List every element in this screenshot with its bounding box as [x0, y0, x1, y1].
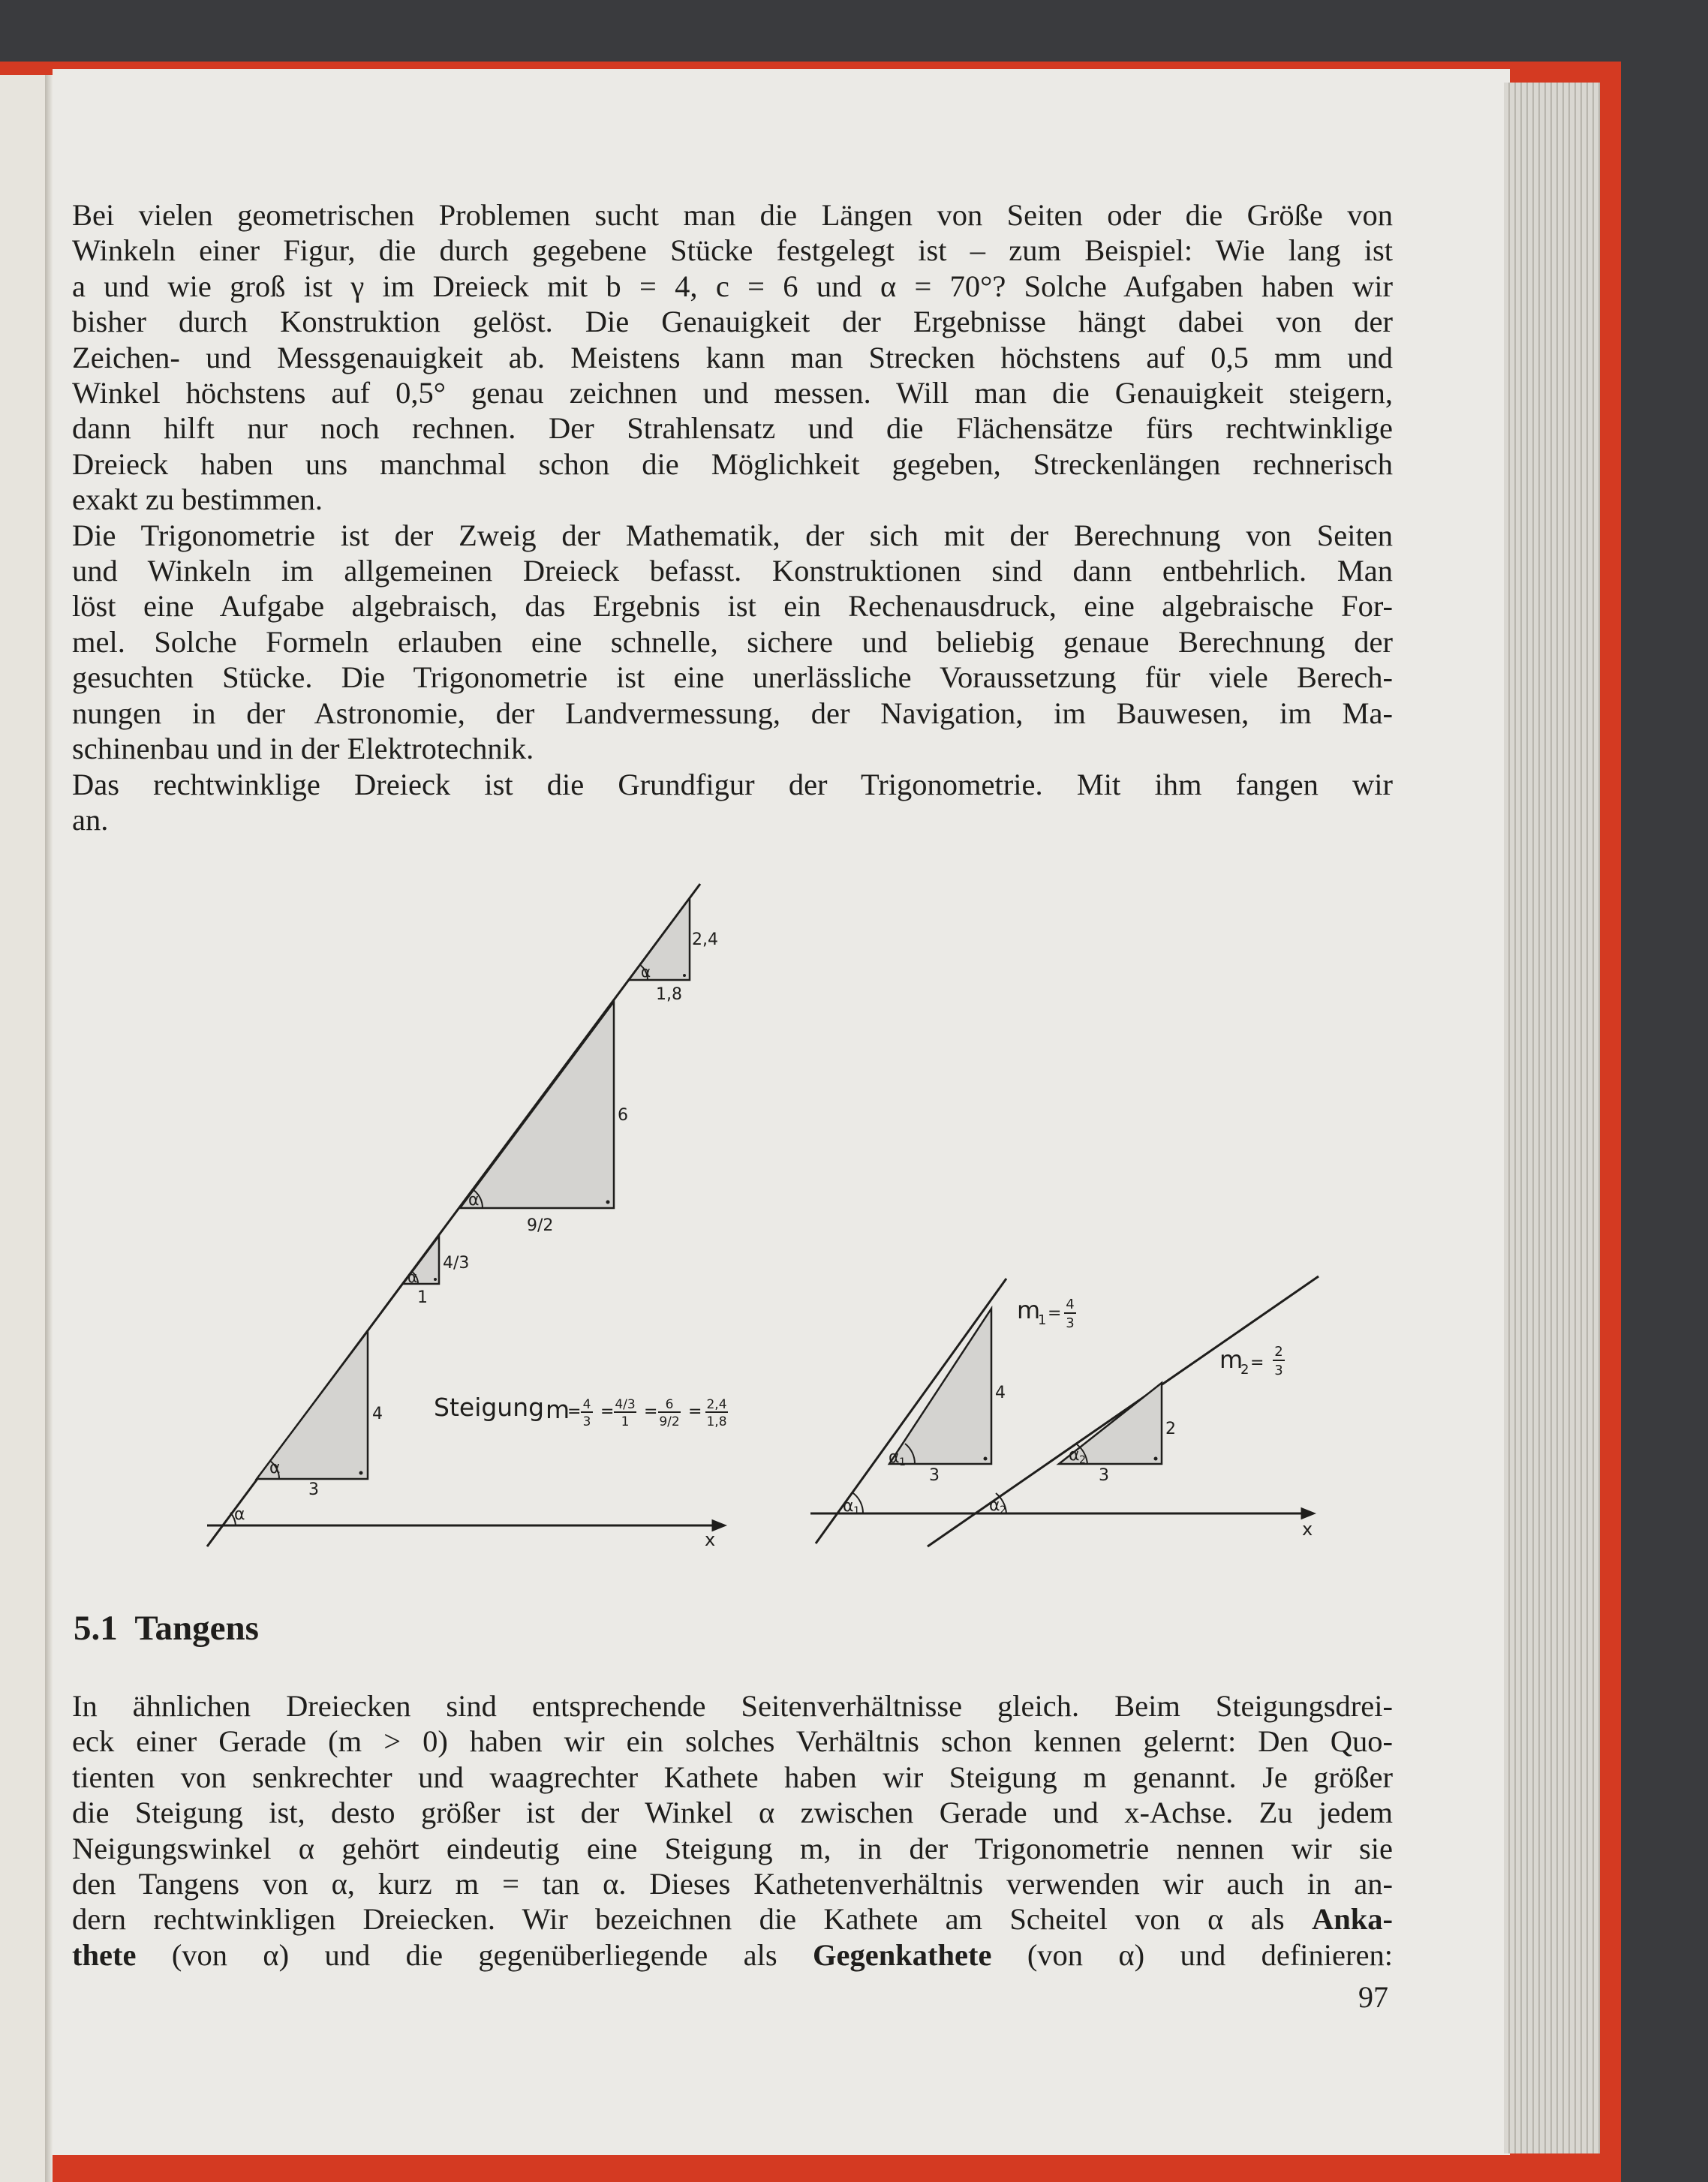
- tangens-line: [72, 1724, 1393, 1759]
- text-line: Die Trigonometrie ist der Zweig der Mathematik, der sich mit der Berechnung von Seiten: [72, 518, 1393, 552]
- run-c-label: 9/2: [527, 1216, 554, 1235]
- tri1-angle: α: [889, 1448, 900, 1467]
- text-line: mel. Solche Formeln erlauben eine schnelle, sichere und beliebig genaue Berechnung der: [72, 624, 1393, 659]
- text-line: nungen in der Astronomie, der Landvermessung, der Navigation, im Bauwesen, im Ma-: [72, 696, 1393, 730]
- tangens-line: [72, 1866, 1393, 1901]
- text-line: an.: [72, 802, 109, 837]
- section-title: Tangens: [134, 1609, 259, 1648]
- eq-sign: =: [1048, 1304, 1062, 1323]
- term-gegenkathete: Gegenkathete: [813, 1937, 992, 1972]
- frac-2-den: 1: [621, 1414, 630, 1429]
- eq-sign: =: [688, 1402, 702, 1421]
- tri2-run: 3: [1099, 1466, 1109, 1485]
- text-run: den Tangens von α, kurz m = tan α. Dieses Kathetenverhältnis verwenden wir auch in an-: [72, 1867, 1393, 1901]
- tangens-line: [72, 1760, 1393, 1795]
- frac-3-num: 6: [665, 1397, 674, 1412]
- frac-1-num: 4: [582, 1397, 591, 1412]
- m1-den: 3: [1066, 1315, 1075, 1331]
- base1-sub: 1: [853, 1505, 860, 1517]
- term-ankathete: Anka-: [1311, 1902, 1393, 1937]
- frac-3-den: 9/2: [659, 1414, 680, 1429]
- text-line: a und wie groß ist γ im Dreieck mit b = 4, c = 6 und α = 70°? Solche Aufgaben haben wir: [72, 269, 1393, 303]
- text-line: dann hilft nur noch rechnen. Der Strahlensatz und die Flächensätze fürs rechtwinklige: [72, 411, 1393, 446]
- rise-d-label: 2,4: [692, 930, 718, 949]
- text-line: Zeichen- und Messgenauigkeit ab. Meistens kann man Strecken höchstens auf 0,5 mm und: [72, 340, 1393, 374]
- frac-1-den: 3: [582, 1414, 591, 1429]
- run-a-label: 3: [308, 1480, 319, 1499]
- text-line: Das rechtwinklige Dreieck ist die Grundfigur der Trigonometrie. Mit ihm fangen wir: [72, 767, 1393, 801]
- angle-b-label: α: [407, 1268, 418, 1286]
- text-run: In ähnlichen Dreiecken sind entsprechende Seitenverhältnisse gleich. Beim Steigungsdrei-: [72, 1689, 1393, 1723]
- triangle-m1: [889, 1309, 991, 1464]
- text-line: exakt zu bestimmen.: [72, 482, 323, 517]
- text-run: dern rechtwinkligen Dreiecken. Wir bezeichnen die Kathete am Scheitel von α als: [72, 1902, 1312, 1937]
- text-line: Bei vielen geometrischen Problemen sucht man die Längen von Seiten oder die Größe von: [72, 198, 1393, 232]
- section-heading: [74, 1608, 259, 1649]
- rise-c-label: 6: [618, 1106, 628, 1125]
- base1-angle: α: [843, 1497, 854, 1516]
- text-line: schinenbau und in der Elektrotechnik.: [72, 732, 534, 766]
- rise-b-label: 4/3: [443, 1254, 470, 1273]
- tri1-run: 3: [929, 1466, 940, 1485]
- rise-a-label: 4: [372, 1405, 383, 1423]
- text-line: gesuchten Stücke. Die Trigonometrie ist eine unerlässliche Voraussetzung für viele Berech-: [72, 660, 1393, 695]
- tri2-angle-sub: 2: [1079, 1454, 1086, 1466]
- text-run: die Steigung ist, desto größer ist der Winkel α zwischen Gerade und x-Achse. Zu jedem: [72, 1796, 1393, 1830]
- tangens-line: [72, 1795, 1393, 1830]
- eq-sign: =: [644, 1402, 658, 1421]
- base2-angle: α: [989, 1496, 1000, 1515]
- formula-var: m: [546, 1395, 570, 1424]
- m1-label: m: [1017, 1296, 1041, 1324]
- right-axis-arrow: [1302, 1509, 1313, 1518]
- frac-4-den: 1,8: [706, 1414, 727, 1429]
- tri2-rise: 2: [1165, 1420, 1176, 1438]
- text-line: Dreieck haben uns manchmal schon die Möglichkeit gegeben, Streckenlängen rechnerisch: [72, 446, 1393, 481]
- base2-sub: 2: [1000, 1504, 1006, 1516]
- m2-num: 2: [1274, 1344, 1283, 1360]
- m1-num: 4: [1066, 1297, 1075, 1312]
- tangens-line: [72, 1901, 1393, 1937]
- frac-4-num: 2,4: [706, 1397, 727, 1412]
- text-run: tienten von senkrechter und waagrechter Kathete haben wir Steigung m genannt. Je größer: [72, 1760, 1393, 1794]
- frac-2-num: 4/3: [615, 1397, 636, 1412]
- tangens-line: [72, 1831, 1393, 1866]
- base-angle-label: α: [234, 1505, 245, 1524]
- run-d-label: 1,8: [656, 985, 682, 1004]
- m2-den: 3: [1274, 1363, 1283, 1378]
- section-number: 5.1: [74, 1609, 118, 1648]
- formula-label: Steigung: [434, 1393, 545, 1422]
- triangle-a: [257, 1331, 368, 1479]
- tangens-line: [72, 1688, 1393, 1724]
- m2-label: m: [1219, 1345, 1243, 1374]
- triangle-d: [629, 898, 690, 980]
- eq-sign: =: [1250, 1354, 1264, 1372]
- text-run: eck einer Gerade (m > 0) haben wir ein solches Verhältnis schon kennen gelernt: Den Quo-: [72, 1724, 1393, 1759]
- text-line: Winkel höchstens auf 0,5° genau zeichnen und messen. Will man die Genauigkeit steigern,: [72, 376, 1393, 410]
- text-run: Neigungswinkel α gehört eindeutig eine Steigung m, in der Trigonometrie nennen wir sie: [72, 1831, 1393, 1865]
- m2-sub: 2: [1240, 1362, 1249, 1378]
- tangens-paragraph: [72, 1688, 1393, 1973]
- angle-c-label: α: [468, 1191, 480, 1210]
- tri1-angle-sub: 1: [899, 1456, 906, 1468]
- right-axis-label: x: [1302, 1519, 1313, 1540]
- text-line: und Winkeln im allgemeinen Dreieck befasst. Konstruktionen sind dann entbehrlich. Man: [72, 554, 1393, 588]
- slope-formula: [434, 1393, 728, 1429]
- page-number: 97: [1358, 1980, 1388, 2014]
- run-b-label: 1: [417, 1288, 428, 1307]
- text-line: Winkeln einer Figur, die durch gegebene Stücke festgelegt ist – zum Beispiel: Wie lang ist: [72, 233, 1393, 268]
- angle-d-label: α: [641, 963, 651, 981]
- eq-sign: =: [600, 1402, 615, 1421]
- text-line: bisher durch Konstruktion gelöst. Die Genauigkeit der Ergebnisse hängt dabei von der: [72, 305, 1393, 339]
- tangens-line: [72, 1937, 1393, 1973]
- triangle-c: [460, 1002, 614, 1208]
- term-ankathete-cont: thete: [72, 1937, 137, 1972]
- tri1-rise: 4: [995, 1384, 1006, 1402]
- angle-a-label: α: [269, 1459, 281, 1477]
- text-run: (von α) und die gegenüberliegende als: [136, 1937, 813, 1972]
- m1-sub: 1: [1038, 1312, 1047, 1328]
- eq-sign: =: [567, 1402, 582, 1421]
- text-line: löst eine Aufgabe algebraisch, das Ergebnis ist ein Rechenausdruck, eine algebraische For-: [72, 589, 1393, 624]
- tri2-angle: α: [1069, 1446, 1080, 1465]
- left-axis-label: x: [705, 1529, 716, 1550]
- text-run: (von α) und definieren:: [991, 1937, 1393, 1972]
